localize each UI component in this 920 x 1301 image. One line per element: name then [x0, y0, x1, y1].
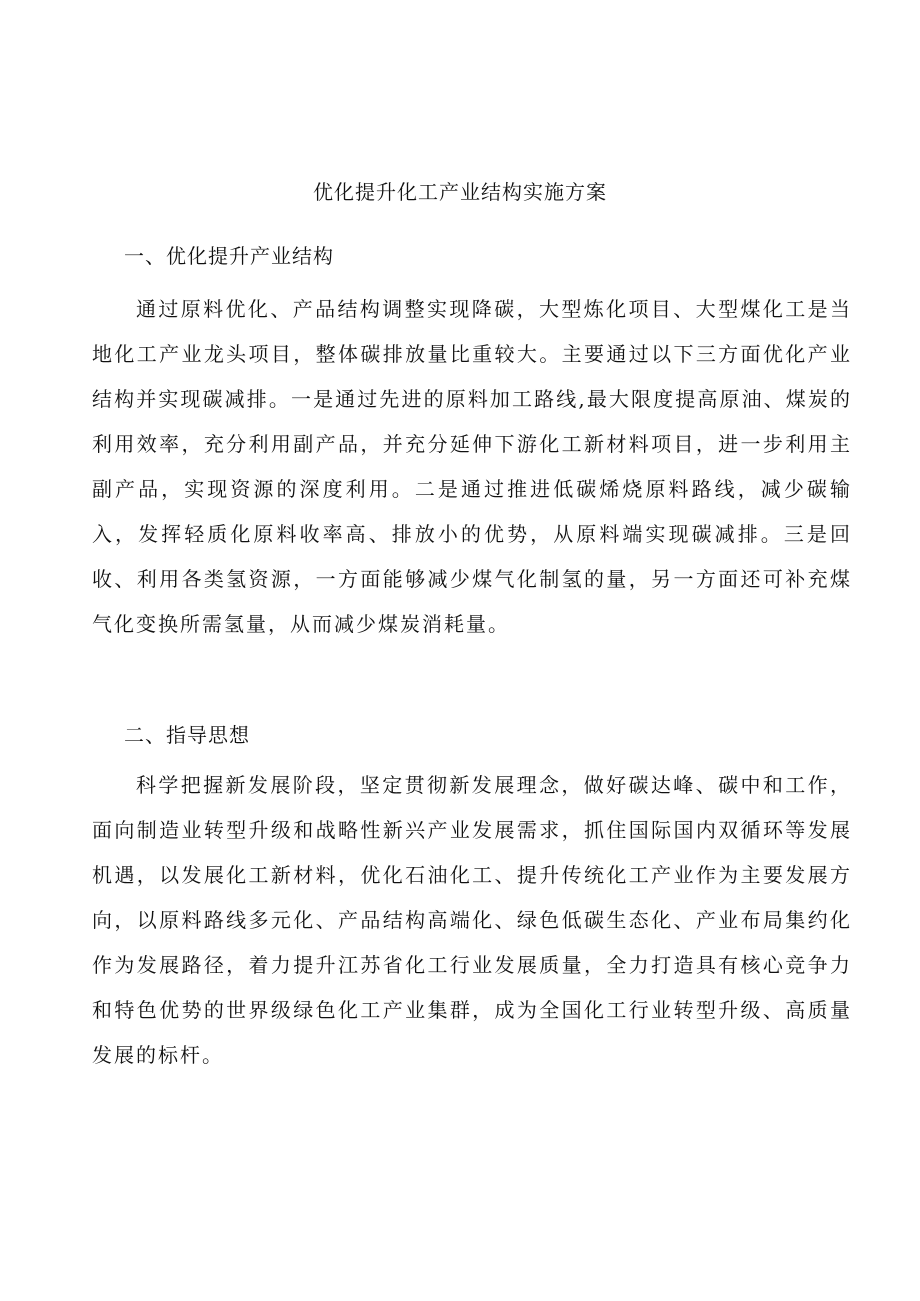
section-paragraph-2: 科学把握新发展阶段，坚定贯彻新发展理念，做好碳达峰、碳中和工作，面向制造业转型升级和战略性新兴产业发展需求，抓住国际国内双循环等发展机遇，以发展化工新材料，优化石油化工、提升传统化工产业作为主要发展方向，以原料路线多元化、产品结构高端化、绿色低碳生态化、产业布局集约化作为发展路径，着力提升江苏省化工行业发展质量，全力打造具有核心竞争力和特色优势的世界级绿色化工产业集群，成为全国化工行业转型升级、高质量发展的标杆。 [92, 773, 852, 1067]
document-title: 优化提升化工产业结构实施方案 [313, 180, 607, 204]
section-heading-2: 二、指导思想 [124, 723, 250, 747]
section-heading-1: 一、优化提升产业结构 [124, 244, 334, 268]
section-paragraph-1: 通过原料优化、产品结构调整实现降碳，大型炼化项目、大型煤化工是当地化工产业龙头项目，整体碳排放量比重较大。主要通过以下三方面优化产业结构并实现碳减排。一是通过先进的原料加工路线,最大限度提高原油、煤炭的利用效率，充分利用副产品，并充分延伸下游化工新材料项目，进一步利用主副产品，实现资源的深度利用。二是通过推进低碳烯烧原料路线，减少碳输入，发挥轻质化原料收率高、排放小的优势，从原料端实现碳减排。三是回收、利用各类氢资源，一方面能够减少煤气化制氢的量，另一方面还可补充煤气化变换所需氢量，从而减少煤炭消耗量。 [92, 297, 852, 636]
